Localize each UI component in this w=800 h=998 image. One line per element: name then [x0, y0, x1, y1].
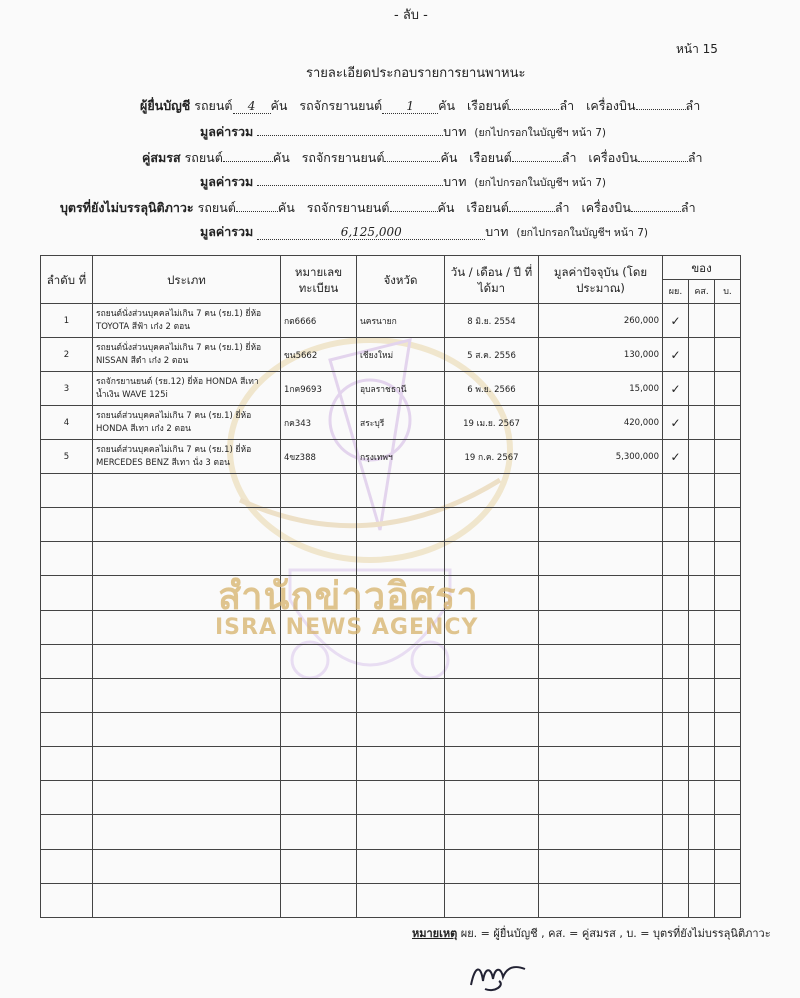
empty-cell: [357, 747, 445, 781]
empty-cell: [715, 576, 741, 610]
car-count: [223, 161, 273, 162]
empty-cell: [445, 474, 539, 508]
watermark-text-english: ISRA NEWS AGENCY: [215, 615, 479, 640]
row-registration: 4ขz388: [281, 440, 357, 474]
empty-cell: [689, 678, 715, 712]
unit-label: ลำ: [554, 200, 570, 215]
declarant-total-line: [200, 122, 606, 142]
plane-count: [638, 161, 688, 162]
empty-cell: [281, 747, 357, 781]
motorcycle-count: 1: [382, 100, 438, 114]
plane-label: เครื่องบิน: [588, 150, 638, 165]
row-registration: 1กค9693: [281, 372, 357, 406]
empty-cell: [357, 781, 445, 815]
unit-label: คัน: [437, 200, 455, 215]
row-owner-self: ✓: [663, 372, 689, 406]
empty-cell: [663, 508, 689, 542]
row-registration: กต6666: [281, 304, 357, 338]
spouse-count-line: [142, 148, 703, 168]
empty-cell: [663, 815, 689, 849]
empty-cell: [281, 712, 357, 746]
unit-label: คัน: [440, 150, 458, 165]
empty-cell: [715, 508, 741, 542]
empty-cell: [715, 610, 741, 644]
empty-cell: [663, 610, 689, 644]
motorcycle-label: รถจักรยานยนต์: [306, 200, 390, 215]
empty-cell: [539, 747, 663, 781]
empty-cell: [281, 849, 357, 883]
empty-cell: [357, 712, 445, 746]
empty-cell: [357, 883, 445, 917]
unit-label: คัน: [438, 98, 456, 113]
empty-row: [41, 508, 741, 542]
empty-cell: [539, 474, 663, 508]
row-owner-self: ✓: [663, 406, 689, 440]
row-date-acquired: 8 มิ.ย. 2554: [445, 304, 539, 338]
baht-label: บาท: [443, 174, 467, 189]
empty-cell: [41, 781, 93, 815]
unit-label: ลำ: [680, 200, 696, 215]
row-no: 4: [41, 406, 93, 440]
empty-cell: [715, 542, 741, 576]
empty-cell: [93, 474, 281, 508]
row-date-acquired: 19 เม.ย. 2567: [445, 406, 539, 440]
watermark-text-thai: สำนักข่าวอิศรา: [218, 574, 479, 618]
plane-count: [636, 109, 686, 110]
empty-cell: [93, 644, 281, 678]
empty-cell: [41, 644, 93, 678]
row-owner-spouse: [689, 406, 715, 440]
empty-cell: [689, 644, 715, 678]
table-row: [41, 440, 741, 474]
col-no-header: ลำดับ ที่: [41, 256, 93, 304]
group-label: ผู้ยื่นบัญชี: [140, 98, 191, 113]
empty-cell: [41, 474, 93, 508]
empty-row: [41, 678, 741, 712]
empty-cell: [41, 610, 93, 644]
empty-cell: [281, 815, 357, 849]
baht-label: บาท: [485, 224, 509, 239]
empty-cell: [41, 576, 93, 610]
empty-cell: [357, 815, 445, 849]
row-description: รถจักรยานยนต์ (รย.12) ยี่ห้อ HONDA สีเทา น้ำเงิน WAVE 125i: [93, 372, 281, 406]
row-date-acquired: 6 พ.ย. 2566: [445, 372, 539, 406]
empty-row: [41, 781, 741, 815]
declarant-count-line: [140, 96, 700, 116]
row-date-acquired: 19 ก.ค. 2567: [445, 440, 539, 474]
row-owner-self: ✓: [663, 440, 689, 474]
boat-count: [509, 109, 559, 110]
row-registration: กค343: [281, 406, 357, 440]
row-owner-child: [715, 406, 741, 440]
empty-cell: [41, 747, 93, 781]
empty-cell: [445, 747, 539, 781]
empty-cell: [663, 644, 689, 678]
group-label: คู่สมรส: [142, 150, 181, 165]
empty-cell: [539, 576, 663, 610]
empty-cell: [539, 781, 663, 815]
empty-row: [41, 644, 741, 678]
empty-cell: [41, 815, 93, 849]
col-reg-header: หมายเลข ทะเบียน: [281, 256, 357, 304]
empty-cell: [663, 712, 689, 746]
col-type-header: ประเภท: [93, 256, 281, 304]
empty-cell: [445, 644, 539, 678]
empty-cell: [715, 712, 741, 746]
car-label: รถยนต์: [194, 98, 233, 113]
empty-cell: [663, 849, 689, 883]
empty-cell: [445, 678, 539, 712]
empty-cell: [715, 644, 741, 678]
row-value: 260,000: [539, 304, 663, 338]
empty-cell: [663, 542, 689, 576]
empty-cell: [715, 815, 741, 849]
col-owner-self: ผย.: [663, 280, 689, 304]
plane-label: เครื่องบิน: [586, 98, 636, 113]
row-value: 15,000: [539, 372, 663, 406]
boat-label: เรือยนต์: [466, 98, 510, 113]
row-description: รถยนต์ส่วนบุคคลไม่เกิน 7 คน (รย.1) ยี่ห้อ MERCEDES BENZ สีเทา นั่ง 3 ตอน: [93, 440, 281, 474]
total-label: มูลค่ารวม: [200, 174, 254, 189]
row-no: 2: [41, 338, 93, 372]
empty-cell: [539, 508, 663, 542]
empty-cell: [445, 712, 539, 746]
empty-cell: [689, 849, 715, 883]
empty-cell: [41, 849, 93, 883]
secret-mark: - ลับ -: [394, 8, 428, 23]
row-province: สระบุรี: [357, 406, 445, 440]
boat-count: [509, 211, 555, 212]
empty-cell: [689, 508, 715, 542]
row-owner-child: [715, 338, 741, 372]
motorcycle-label: รถจักรยานยนต์: [301, 150, 385, 165]
signature-icon: [465, 955, 545, 995]
page-number: หน้า 15: [676, 42, 718, 56]
unit-label: คัน: [270, 98, 288, 113]
row-description: รถยนต์นั่งส่วนบุคคลไม่เกิน 7 คน (รย.1) ยี่ห้อ NISSAN สีดำ เก๋ง 2 ตอน: [93, 338, 281, 372]
car-count: 4: [233, 100, 271, 114]
empty-cell: [663, 474, 689, 508]
empty-cell: [663, 576, 689, 610]
empty-cell: [93, 712, 281, 746]
row-owner-self: ✓: [663, 304, 689, 338]
boat-label: เรือยนต์: [466, 200, 509, 215]
empty-cell: [93, 815, 281, 849]
empty-cell: [357, 644, 445, 678]
footnote-text: ผย. = ผู้ยื่นบัญชี , คส. = คู่สมรส , บ. = บุตรที่ยังไม่บรรลุนิติภาวะ: [460, 927, 771, 940]
col-owner-child: บ.: [715, 280, 741, 304]
empty-cell: [41, 712, 93, 746]
row-owner-child: [715, 372, 741, 406]
empty-cell: [357, 474, 445, 508]
motorcycle-count: [390, 211, 438, 212]
motorcycle-count: [384, 161, 440, 162]
empty-cell: [663, 781, 689, 815]
row-province: นครนายก: [357, 304, 445, 338]
total-value: [257, 185, 443, 186]
empty-cell: [357, 849, 445, 883]
spouse-total-line: [200, 172, 606, 192]
empty-cell: [41, 883, 93, 917]
empty-cell: [281, 678, 357, 712]
total-label: มูลค่ารวม: [200, 224, 254, 239]
empty-cell: [715, 781, 741, 815]
row-owner-child: [715, 440, 741, 474]
footnote-label: หมายเหตุ: [412, 927, 458, 940]
unit-label: ลำ: [559, 98, 575, 113]
row-value: 420,000: [539, 406, 663, 440]
col-province-header: จังหวัด: [357, 256, 445, 304]
carry-note: (ยกไปกรอกในบัญชีฯ หน้า 7): [474, 177, 607, 189]
boat-count: [512, 161, 562, 162]
empty-cell: [715, 747, 741, 781]
empty-cell: [539, 542, 663, 576]
boat-label: เรือยนต์: [469, 150, 512, 165]
empty-row: [41, 712, 741, 746]
empty-cell: [539, 849, 663, 883]
col-owner-header: ของ: [663, 256, 741, 280]
empty-cell: [689, 712, 715, 746]
empty-cell: [715, 849, 741, 883]
empty-cell: [663, 678, 689, 712]
empty-cell: [41, 678, 93, 712]
row-owner-spouse: [689, 304, 715, 338]
empty-cell: [539, 610, 663, 644]
empty-cell: [715, 474, 741, 508]
empty-cell: [93, 849, 281, 883]
row-date-acquired: 5 ส.ค. 2556: [445, 338, 539, 372]
col-value-header: มูลค่าปัจจุบัน (โดยประมาณ): [539, 256, 663, 304]
row-province: อุบลราชธานี: [357, 372, 445, 406]
col-owner-spouse: คส.: [689, 280, 715, 304]
empty-cell: [41, 542, 93, 576]
row-description: รถยนต์ส่วนบุคคลไม่เกิน 7 คน (รย.1) ยี่ห้อ HONDA สีเทา เก๋ง 2 ตอน: [93, 406, 281, 440]
carry-note: (ยกไปกรอกในบัญชีฯ หน้า 7): [474, 127, 607, 139]
row-province: เชียงใหม่: [357, 338, 445, 372]
empty-cell: [93, 508, 281, 542]
empty-row: [41, 747, 741, 781]
empty-cell: [689, 542, 715, 576]
row-value: 5,300,000: [539, 440, 663, 474]
empty-cell: [357, 678, 445, 712]
empty-cell: [445, 815, 539, 849]
row-no: 5: [41, 440, 93, 474]
total-value: 6,125,000: [257, 226, 485, 240]
unit-label: คัน: [272, 150, 290, 165]
table-row: [41, 338, 741, 372]
row-owner-self: ✓: [663, 338, 689, 372]
empty-row: [41, 849, 741, 883]
motorcycle-label: รถจักรยานยนต์: [299, 98, 383, 113]
empty-cell: [281, 474, 357, 508]
total-value: [257, 135, 443, 136]
empty-cell: [539, 815, 663, 849]
car-label: รถยนต์: [197, 200, 236, 215]
group-label: บุตรที่ยังไม่บรรลุนิติภาวะ: [60, 200, 194, 215]
empty-cell: [689, 781, 715, 815]
row-description: รถยนต์นั่งส่วนบุคคลไม่เกิน 7 คน (รย.1) ยี่ห้อ TOYOTA สีฟ้า เก๋ง 2 ตอน: [93, 304, 281, 338]
row-owner-child: [715, 304, 741, 338]
document-title: รายละเอียดประกอบรายการยานพาหนะ: [306, 66, 526, 81]
row-registration: ขน5662: [281, 338, 357, 372]
empty-cell: [715, 883, 741, 917]
empty-cell: [539, 883, 663, 917]
carry-note: (ยกไปกรอกในบัญชีฯ หน้า 7): [516, 227, 649, 239]
empty-cell: [445, 508, 539, 542]
row-no: 1: [41, 304, 93, 338]
empty-cell: [281, 644, 357, 678]
table-row: [41, 304, 741, 338]
empty-cell: [445, 781, 539, 815]
child-total-line: [200, 222, 648, 242]
empty-cell: [689, 747, 715, 781]
empty-cell: [281, 883, 357, 917]
unit-label: ลำ: [687, 150, 703, 165]
row-value: 130,000: [539, 338, 663, 372]
car-count: [236, 211, 278, 212]
footnote: [412, 924, 771, 942]
row-owner-spouse: [689, 338, 715, 372]
table-row: [41, 372, 741, 406]
empty-row: [41, 815, 741, 849]
empty-cell: [445, 849, 539, 883]
empty-cell: [539, 678, 663, 712]
empty-cell: [715, 678, 741, 712]
car-label: รถยนต์: [184, 150, 223, 165]
empty-cell: [689, 610, 715, 644]
plane-label: เครื่องบิน: [581, 200, 631, 215]
empty-cell: [539, 712, 663, 746]
empty-cell: [689, 576, 715, 610]
row-owner-spouse: [689, 440, 715, 474]
table-row: [41, 406, 741, 440]
empty-cell: [357, 508, 445, 542]
unit-label: คัน: [277, 200, 295, 215]
total-label: มูลค่ารวม: [200, 124, 254, 139]
empty-cell: [41, 508, 93, 542]
empty-cell: [93, 747, 281, 781]
empty-cell: [689, 474, 715, 508]
empty-cell: [445, 883, 539, 917]
unit-label: ลำ: [561, 150, 577, 165]
empty-cell: [539, 644, 663, 678]
empty-cell: [663, 747, 689, 781]
empty-cell: [689, 883, 715, 917]
col-date-header: วัน / เดือน / ปี ที่ได้มา: [445, 256, 539, 304]
empty-cell: [93, 678, 281, 712]
row-province: กรุงเทพฯ: [357, 440, 445, 474]
unit-label: ลำ: [685, 98, 701, 113]
empty-cell: [689, 815, 715, 849]
baht-label: บาท: [443, 124, 467, 139]
child-count-line: [60, 198, 696, 218]
empty-cell: [93, 883, 281, 917]
empty-cell: [281, 781, 357, 815]
empty-cell: [663, 883, 689, 917]
empty-row: [41, 883, 741, 917]
empty-cell: [281, 508, 357, 542]
empty-cell: [93, 781, 281, 815]
row-no: 3: [41, 372, 93, 406]
plane-count: [631, 211, 681, 212]
row-owner-spouse: [689, 372, 715, 406]
empty-row: [41, 474, 741, 508]
